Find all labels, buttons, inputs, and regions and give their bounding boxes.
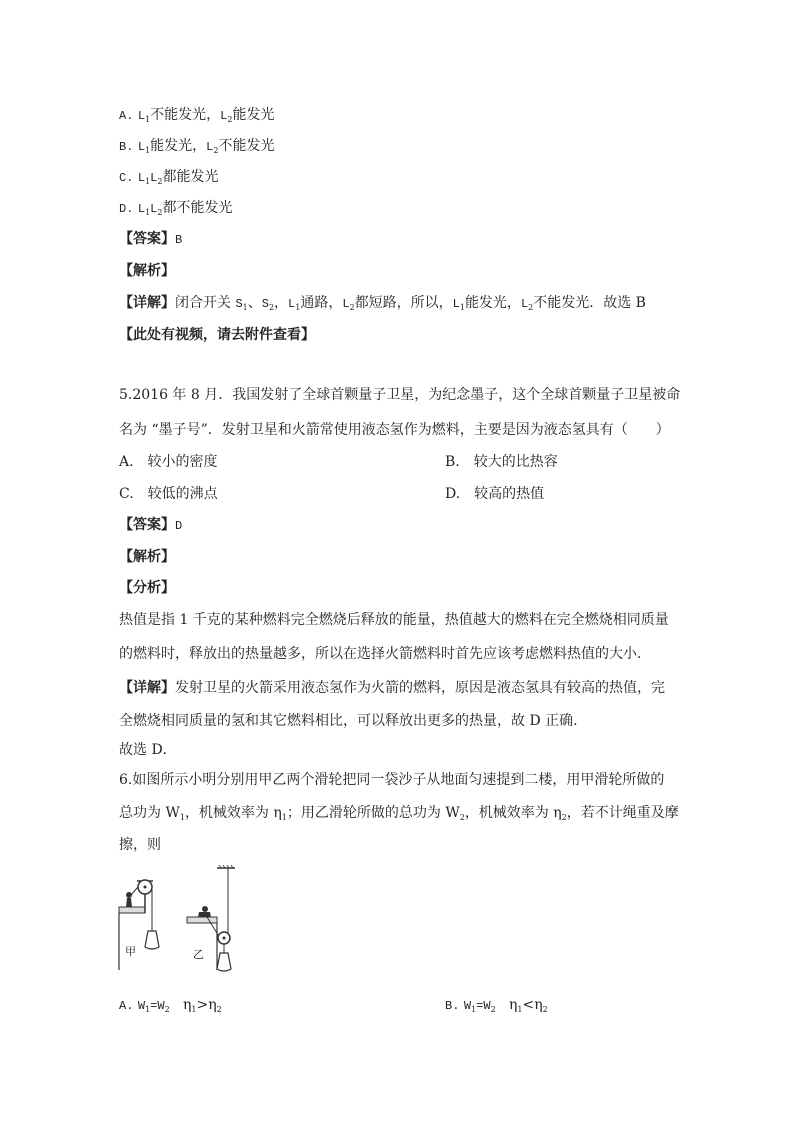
- q5-option-b: B. 较大的比热容: [445, 454, 558, 470]
- q5-stem-line1: 5.2016 年 8 月．我国发射了全球首颗量子卫星，为纪念墨子，这个全球首颗量子卫星被命: [119, 387, 681, 403]
- q6-option-b: B. $W_1=W_2$ $\eta_1<\eta_2$: [445, 997, 548, 1014]
- q6-stem-line2: 总功为 $W_1$，机械效率为 $\eta_1$；用乙滑轮所做的总功为 $W_2$，机械效率为 $\eta_2$，若不计绳重及摩: [119, 805, 679, 822]
- q5-analyze-heading: 【分析】: [119, 580, 175, 596]
- q5-option-d: D. 较高的热值: [445, 486, 545, 502]
- q5-detail-line2: 全燃烧相同质量的氢和其它燃料相比，可以释放出更多的热量，故 D 正确．: [119, 713, 588, 729]
- q6-stem-line3: 擦，则: [119, 837, 161, 853]
- q5-option-c: C. 较低的沸点: [119, 486, 218, 502]
- pulley-figure: [117, 865, 247, 985]
- figure-label-yi: 乙: [193, 948, 204, 961]
- q5-conclusion: 故选 D．: [119, 742, 177, 758]
- q6-option-a: A. $W_1=W_2$ $\eta_1>\eta_2$: [119, 997, 222, 1014]
- q6-stem-line1: 6.如图所示小明分别用甲乙两个滑轮把同一袋沙子从地面匀速提到二楼，用甲滑轮所做的: [119, 772, 665, 788]
- q4-option-c: C. $L_1L_2$都能发光: [119, 169, 219, 186]
- q4-detail: 【详解】闭合开关 $S_1$、$S_2$，$L_1$通路，$L_2$都短路，所以，$L_1$能发光，$L_2$不能发光．故选 B: [119, 295, 646, 312]
- q5-stem-line2: 名为 “墨子号”．发射卫星和火箭常使用液态氢作为燃料，主要是因为液态氢具有（ ）: [119, 422, 670, 438]
- q5-detail-line1: 【详解】发射卫星的火箭采用液态氢作为火箭的燃料，原因是液态氢具有较高的热值，完: [119, 680, 665, 696]
- q5-answer: 【答案】D: [119, 517, 183, 533]
- q4-option-d: D. $L_1L_2$都不能发光: [119, 200, 233, 217]
- figure-label-jia: 甲: [125, 945, 136, 958]
- q4-analysis-heading: 【解析】: [119, 263, 175, 279]
- q5-option-a: A. 较小的密度: [119, 454, 218, 470]
- q5-analysis-heading: 【解析】: [119, 549, 175, 565]
- q4-option-a: A. $L_1$不能发光，$L_2$能发光: [119, 107, 275, 124]
- q5-analyze-line1: 热值是指 1 千克的某种燃料完全燃烧后释放的能量，热值越大的燃料在完全燃烧相同质量: [119, 612, 669, 628]
- q4-answer: 【答案】B: [119, 231, 183, 247]
- q4-video-note: 【此处有视频，请去附件查看】: [119, 327, 315, 343]
- q4-option-b: B. $L_1$能发光，$L_2$不能发光: [119, 138, 275, 155]
- q5-analyze-line2: 的燃料时，释放出的热量越多，所以在选择火箭燃料时首先应该考虑燃料热值的大小．: [119, 646, 651, 662]
